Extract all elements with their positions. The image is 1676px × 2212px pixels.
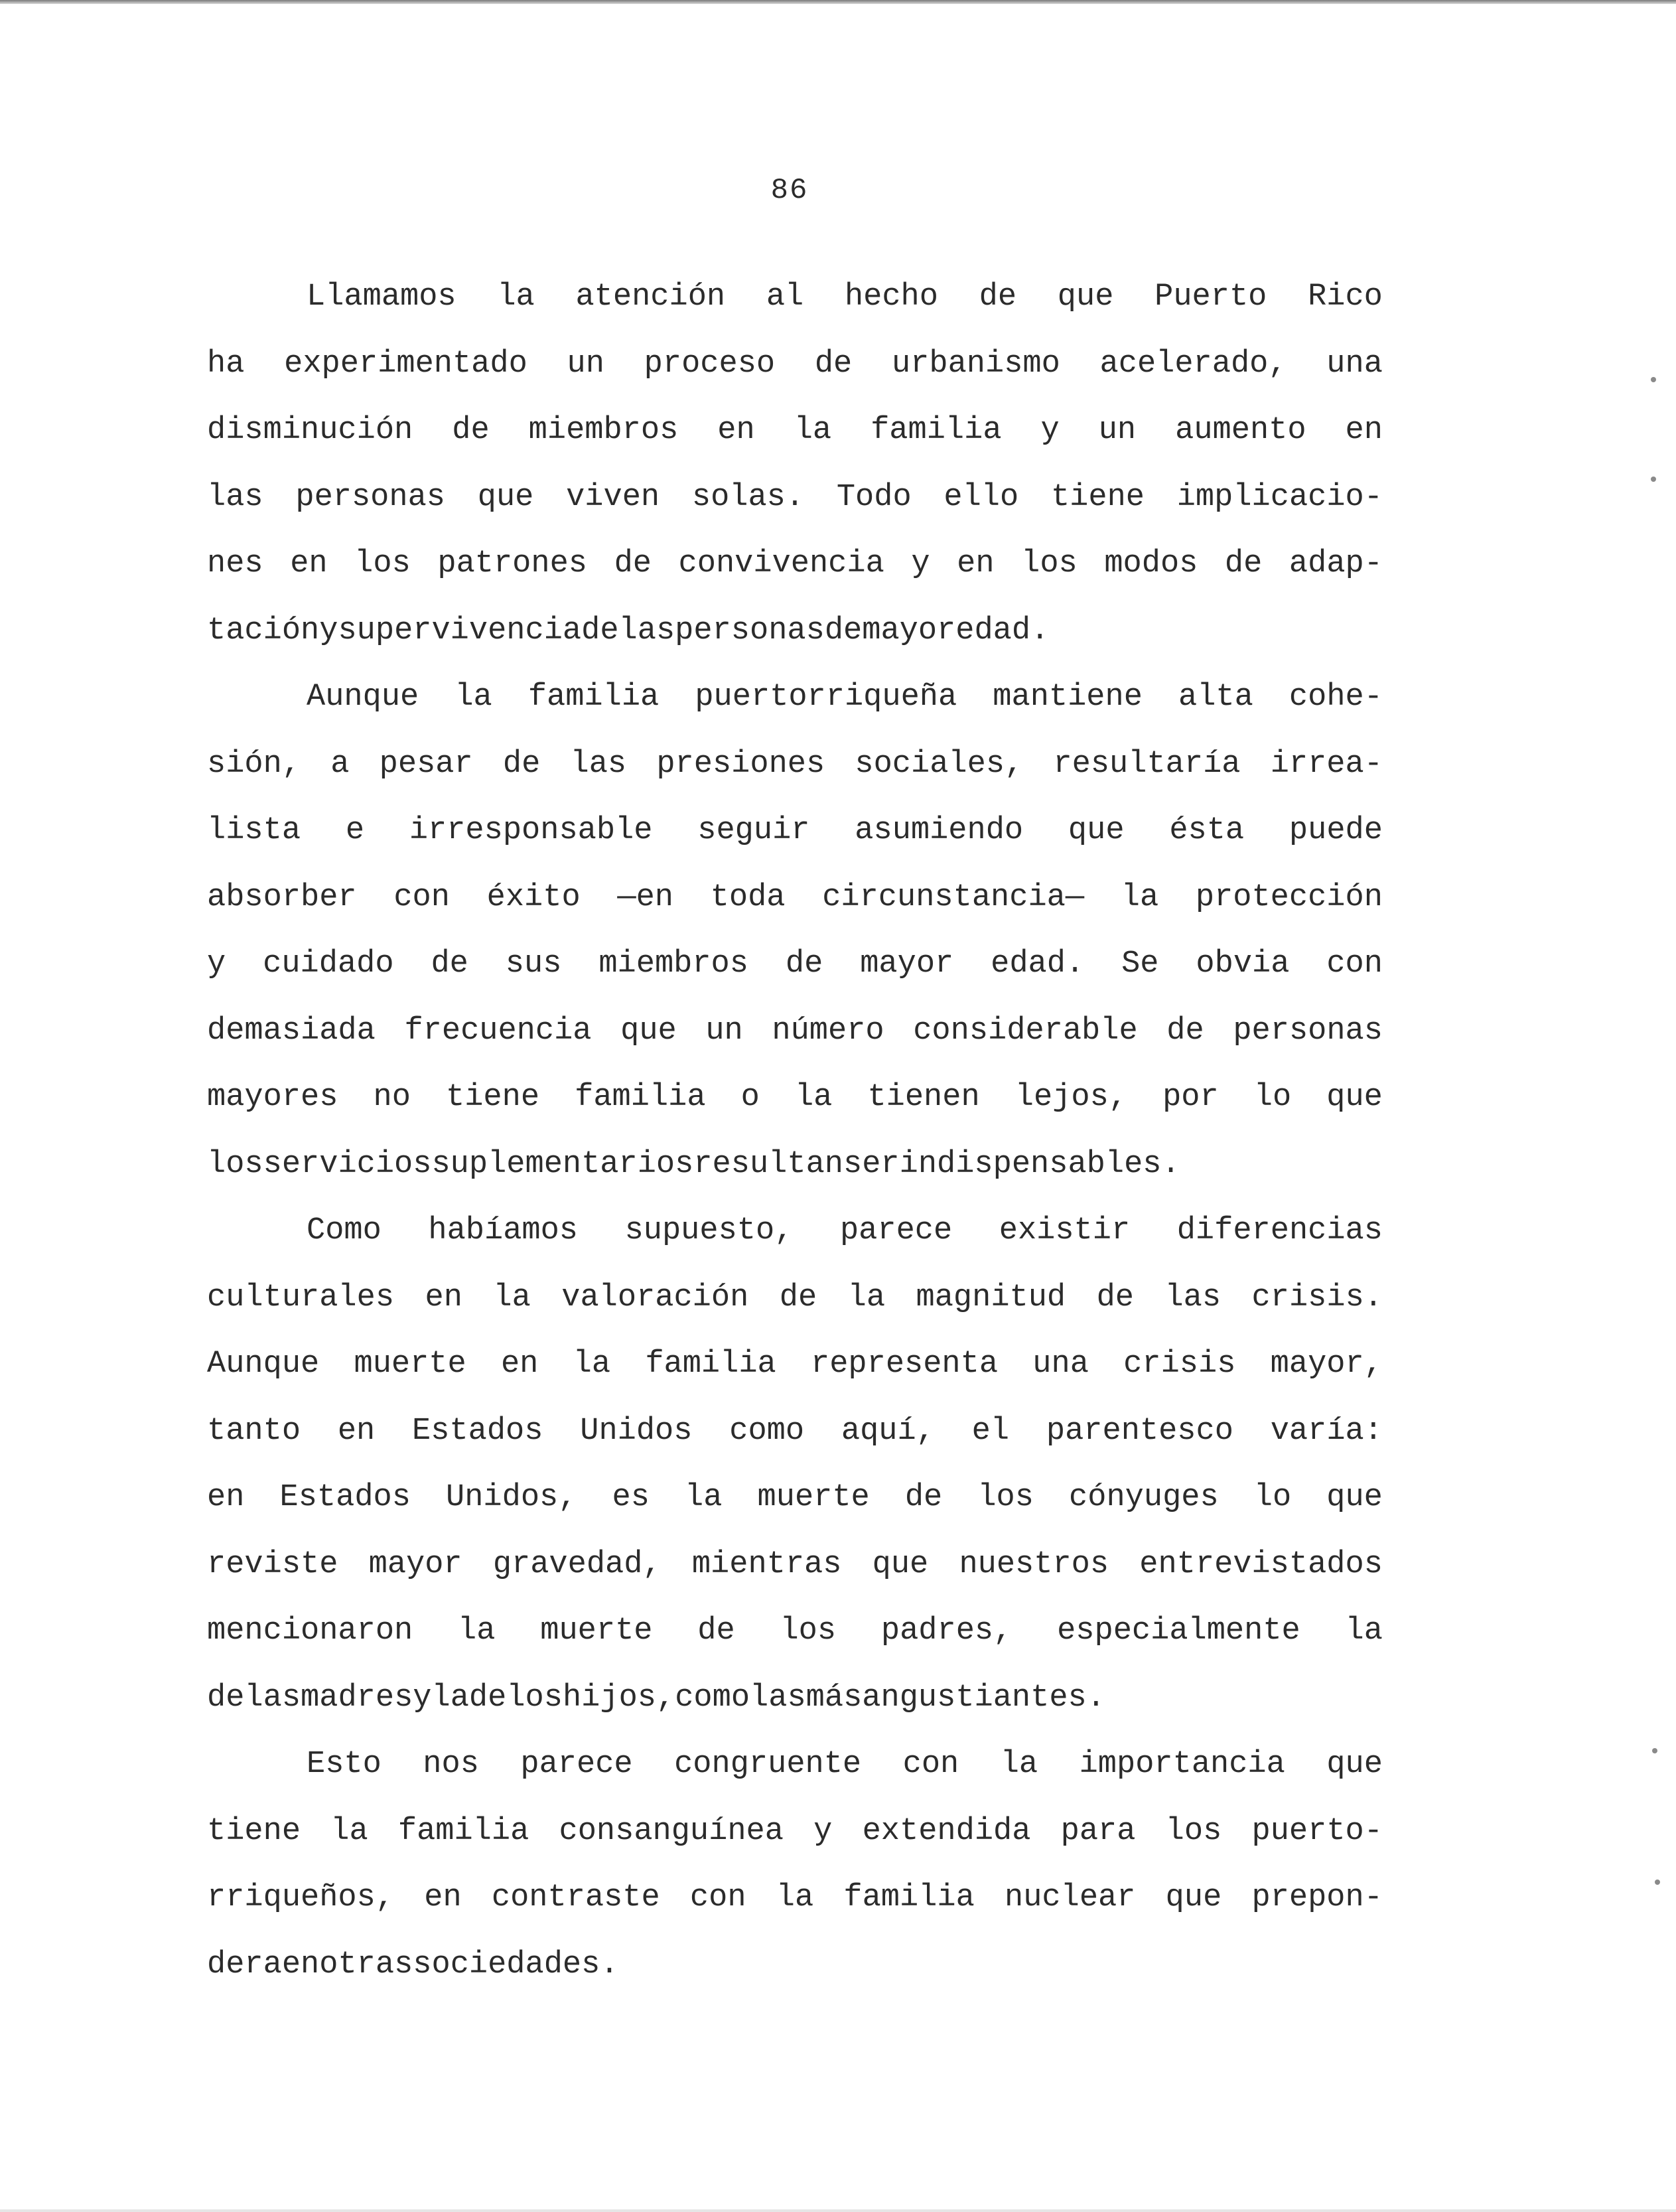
word: tienen [867,1080,980,1115]
word: tiene [207,1813,301,1849]
word: la [794,1080,833,1115]
text-line [207,668,1383,735]
text-line [207,1269,1383,1336]
word: mantiene [993,680,1143,715]
word: considerable [913,1013,1138,1049]
word: supuesto, [624,1213,794,1248]
text-line [207,535,1383,602]
word: otras [319,1947,413,1982]
text-line [207,1803,1383,1870]
word: de [1166,1013,1204,1049]
word: circunstancia— [822,879,1085,915]
word: consanguínea [559,1813,784,1849]
word: las [207,479,263,515]
text-line [207,1202,1383,1269]
word: mayor [368,1546,462,1582]
word: nos [423,1747,479,1782]
word: la [330,1813,368,1849]
word: crisis [1123,1347,1236,1382]
word: éxito [486,879,581,915]
word: lo [1253,1080,1292,1115]
text-line [207,1402,1383,1469]
word: y [207,946,226,982]
text-line [207,1869,1383,1936]
word: angustiantes. [862,1680,1105,1716]
word: madres [301,1680,413,1716]
word: las [1164,1280,1222,1315]
word: Se [1121,946,1159,982]
word: mientras [691,1546,842,1582]
scan-speck [1651,377,1656,382]
word: de [824,613,863,648]
scan-speck [1655,1880,1660,1885]
word: tanto [207,1413,301,1449]
word: cónyuges [1069,1480,1219,1515]
word: de [785,946,823,982]
word: irresponsable [409,813,653,848]
word: parece [520,1747,633,1782]
word: extendida [862,1813,1031,1849]
word: alta [1178,680,1253,715]
word: aumento [1175,413,1306,448]
word: representa [811,1347,999,1382]
word: de [1224,546,1263,581]
scan-edge-top [0,0,1676,4]
word: demasiada [207,1013,376,1049]
text-line [207,402,1383,469]
word: los [1165,1813,1222,1849]
word: la [794,413,832,448]
word: sus [505,946,562,982]
word: que [477,479,534,515]
word: como [675,1680,750,1716]
word: el [971,1413,1010,1449]
word: los [207,1146,263,1182]
word: y [319,613,338,648]
word: personas [295,479,445,515]
word: lejos, [1014,1080,1127,1115]
word: Estados [279,1480,411,1515]
word: proceso [644,346,776,382]
word: al [766,279,804,315]
word: de [468,1680,507,1716]
word: absorber [207,879,357,915]
word: padres, [880,1613,1013,1649]
word: y [1040,413,1060,448]
word: un [705,1013,743,1049]
word: y [911,546,930,581]
word: magnitud [916,1280,1066,1315]
word: en [337,1413,376,1449]
text-line [207,1069,1383,1136]
word: crisis. [1251,1280,1383,1315]
word: contraste [491,1880,660,1915]
word: Puerto [1154,279,1267,315]
word: implicacio- [1176,479,1383,515]
word: una [1032,1347,1089,1382]
word: de [979,279,1017,315]
text-line [207,335,1383,402]
word: patrones [437,546,587,581]
word: la [685,1480,723,1515]
word: los [354,546,411,581]
word: Unidos [580,1413,693,1449]
word: mayor [862,613,956,648]
word: familia [527,680,660,715]
word: que [1165,1880,1222,1915]
paragraph [207,1735,1383,2002]
word: que [1057,279,1114,315]
word: supervivencia [338,613,582,648]
word: Rico [1308,279,1383,315]
word: de [431,946,468,982]
word: diferencias [1176,1213,1383,1248]
word: resultan [693,1146,843,1182]
word: de [697,1613,735,1649]
word: la [847,1280,886,1315]
word: obvia [1196,946,1290,982]
word: la [431,1680,469,1716]
word: en [424,1880,462,1915]
word: la [458,1613,496,1649]
word: atención [575,279,726,315]
word: ha [207,346,245,382]
word: gravedad, [492,1546,662,1582]
word: para [1060,1813,1136,1849]
word: parece [839,1213,953,1248]
word: personas [675,613,825,648]
word: sociales, [855,746,1024,782]
word: pesar [379,746,473,782]
word: que [1326,1080,1383,1115]
word: especialmente [1057,1613,1300,1649]
word: la [1345,1613,1383,1649]
word: cohe- [1289,680,1383,715]
word: que [872,1546,929,1582]
word: tiene [1050,479,1145,515]
word: entrevistados [1139,1546,1383,1582]
word: e [345,813,365,848]
word: a [330,746,350,782]
word: mayor [860,946,954,982]
word: Llamamos [307,279,456,315]
word: los [977,1480,1034,1515]
word: solas. [691,479,805,515]
word: seguir [697,813,810,848]
word: de [1096,1280,1135,1315]
word: reviste [207,1546,338,1582]
word: edad. [955,613,1050,648]
word: familia [397,1813,529,1849]
word: en [957,546,995,581]
scan-edge-bottom [0,2209,1676,2212]
paragraph [207,268,1383,668]
word: o [740,1080,760,1115]
word: viven [566,479,660,515]
word: muerte [354,1347,466,1382]
word: la [1121,879,1159,915]
word: de [207,1680,245,1716]
word: habíamos [428,1213,579,1248]
word: toda [710,879,786,915]
word: miembros [528,413,679,448]
word: urbanismo [891,346,1060,382]
word: sociedades. [413,1947,619,1982]
word: como [729,1413,805,1449]
word: cuidado [263,946,394,982]
text-line [207,469,1383,536]
word: puertorriqueña [695,680,957,715]
word: Esto [307,1747,382,1782]
word: con [902,1747,959,1782]
word: personas [1233,1013,1383,1049]
word: irrea- [1270,746,1383,782]
word: de [502,746,541,782]
paragraph [207,1202,1383,1735]
word: los [506,1680,563,1716]
word: las [618,613,675,648]
word: puerto- [1251,1813,1383,1849]
word: congruente [674,1747,862,1782]
word: puede [1289,813,1383,848]
word: disminución [207,413,413,448]
word: rriqueños, [207,1880,395,1915]
word: no [373,1080,411,1115]
word: nuestros [959,1546,1109,1582]
word: la [454,680,492,715]
word: los [780,1613,837,1649]
word: de [452,413,490,448]
word: nes [207,546,263,581]
word: servicios [263,1146,432,1182]
word: mencionaron [207,1613,413,1649]
word: sión, [207,746,301,782]
text-line [207,935,1383,1002]
text-line [207,735,1383,802]
word: muerte [540,1613,653,1649]
word: mayor, [1270,1347,1383,1382]
word: hecho [844,279,938,315]
word: importancia [1079,1747,1285,1782]
word: parentesco [1046,1413,1233,1449]
word: tación [207,613,320,648]
word: en [500,1347,539,1382]
page-number: 86 [770,174,809,207]
text-line [207,1136,1383,1203]
word: una [1326,346,1383,382]
word: —en [617,879,673,915]
word: que [620,1013,677,1049]
word: mayores [207,1080,338,1115]
word: ello [943,479,1019,515]
word: en [207,1480,245,1515]
word: la [493,1280,531,1315]
word: de [779,1280,817,1315]
text-line [207,1936,1383,2003]
body-text [207,268,1383,2002]
word: varía: [1270,1413,1383,1449]
word: culturales [207,1280,395,1315]
text-line [207,1669,1383,1736]
word: es [612,1480,650,1515]
word: indispensables. [899,1146,1180,1182]
word: de [581,613,619,648]
word: en [290,546,328,581]
word: tiene [446,1080,540,1115]
text-line [207,869,1383,936]
word: lo [1253,1480,1292,1515]
word: muerte [757,1480,870,1515]
word: dera [207,1947,282,1982]
word: adap- [1289,546,1383,581]
word: las [750,1680,806,1716]
word: edad. [991,946,1085,982]
word: la [1000,1747,1038,1782]
word: suplementarios [431,1146,694,1182]
word: Aunque [207,1347,320,1382]
word: la [776,1880,814,1915]
word: las [244,1680,301,1716]
word: Aunque [307,680,419,715]
word: existir [999,1213,1131,1248]
word: miembros [598,946,748,982]
word: Como [307,1213,382,1248]
word: frecuencia [404,1013,592,1049]
word: un [1098,413,1137,448]
word: modos [1104,546,1198,581]
text-line [207,802,1383,869]
word: en [425,1280,462,1315]
word: Unidos, [446,1480,577,1515]
word: en [1345,413,1383,448]
scan-speck [1651,477,1656,482]
word: de [904,1480,943,1515]
word: acelerado, [1099,346,1287,382]
word: ser [843,1146,900,1182]
word: de [814,346,853,382]
word: protección [1195,879,1383,915]
text-line [207,268,1383,335]
text-line [207,1335,1383,1402]
word: familia [645,1347,776,1382]
word: hijos, [562,1680,675,1716]
word: que [1326,1480,1383,1515]
text-line [207,1735,1383,1803]
word: convivencia [678,546,884,581]
word: familia [843,1880,975,1915]
word: resultaría [1053,746,1241,782]
text-line [207,1002,1383,1069]
word: número [772,1013,884,1049]
word: con [1326,946,1383,982]
word: Todo [836,479,912,515]
word: prepon- [1251,1880,1383,1915]
word: valoración [561,1280,749,1315]
word: aquí, [841,1413,935,1449]
word: los [1021,546,1078,581]
word: presiones [656,746,825,782]
word: en [717,413,755,448]
word: familia [871,413,1002,448]
word: las [570,746,627,782]
word: con [689,1880,746,1915]
word: lista [207,813,301,848]
paragraph [207,668,1383,1202]
text-line [207,1602,1383,1669]
word: Estados [412,1413,543,1449]
word: en [281,1947,320,1982]
word: un [567,346,604,382]
word: más [805,1680,863,1716]
word: experimentado [284,346,527,382]
word: de [614,546,652,581]
word: la [497,279,535,315]
text-line [207,1536,1383,1603]
word: familia [575,1080,706,1115]
word: y [813,1813,833,1849]
word: la [573,1347,611,1382]
word: nuclear [1005,1880,1136,1915]
word: asumiendo [855,813,1024,848]
word: ésta [1169,813,1245,848]
word: con [393,879,450,915]
word: que [1068,813,1125,848]
text-line [207,1469,1383,1536]
word: y [413,1680,432,1716]
word: que [1326,1747,1383,1782]
text-line [207,602,1383,669]
scan-speck [1652,1748,1657,1753]
word: por [1162,1080,1219,1115]
